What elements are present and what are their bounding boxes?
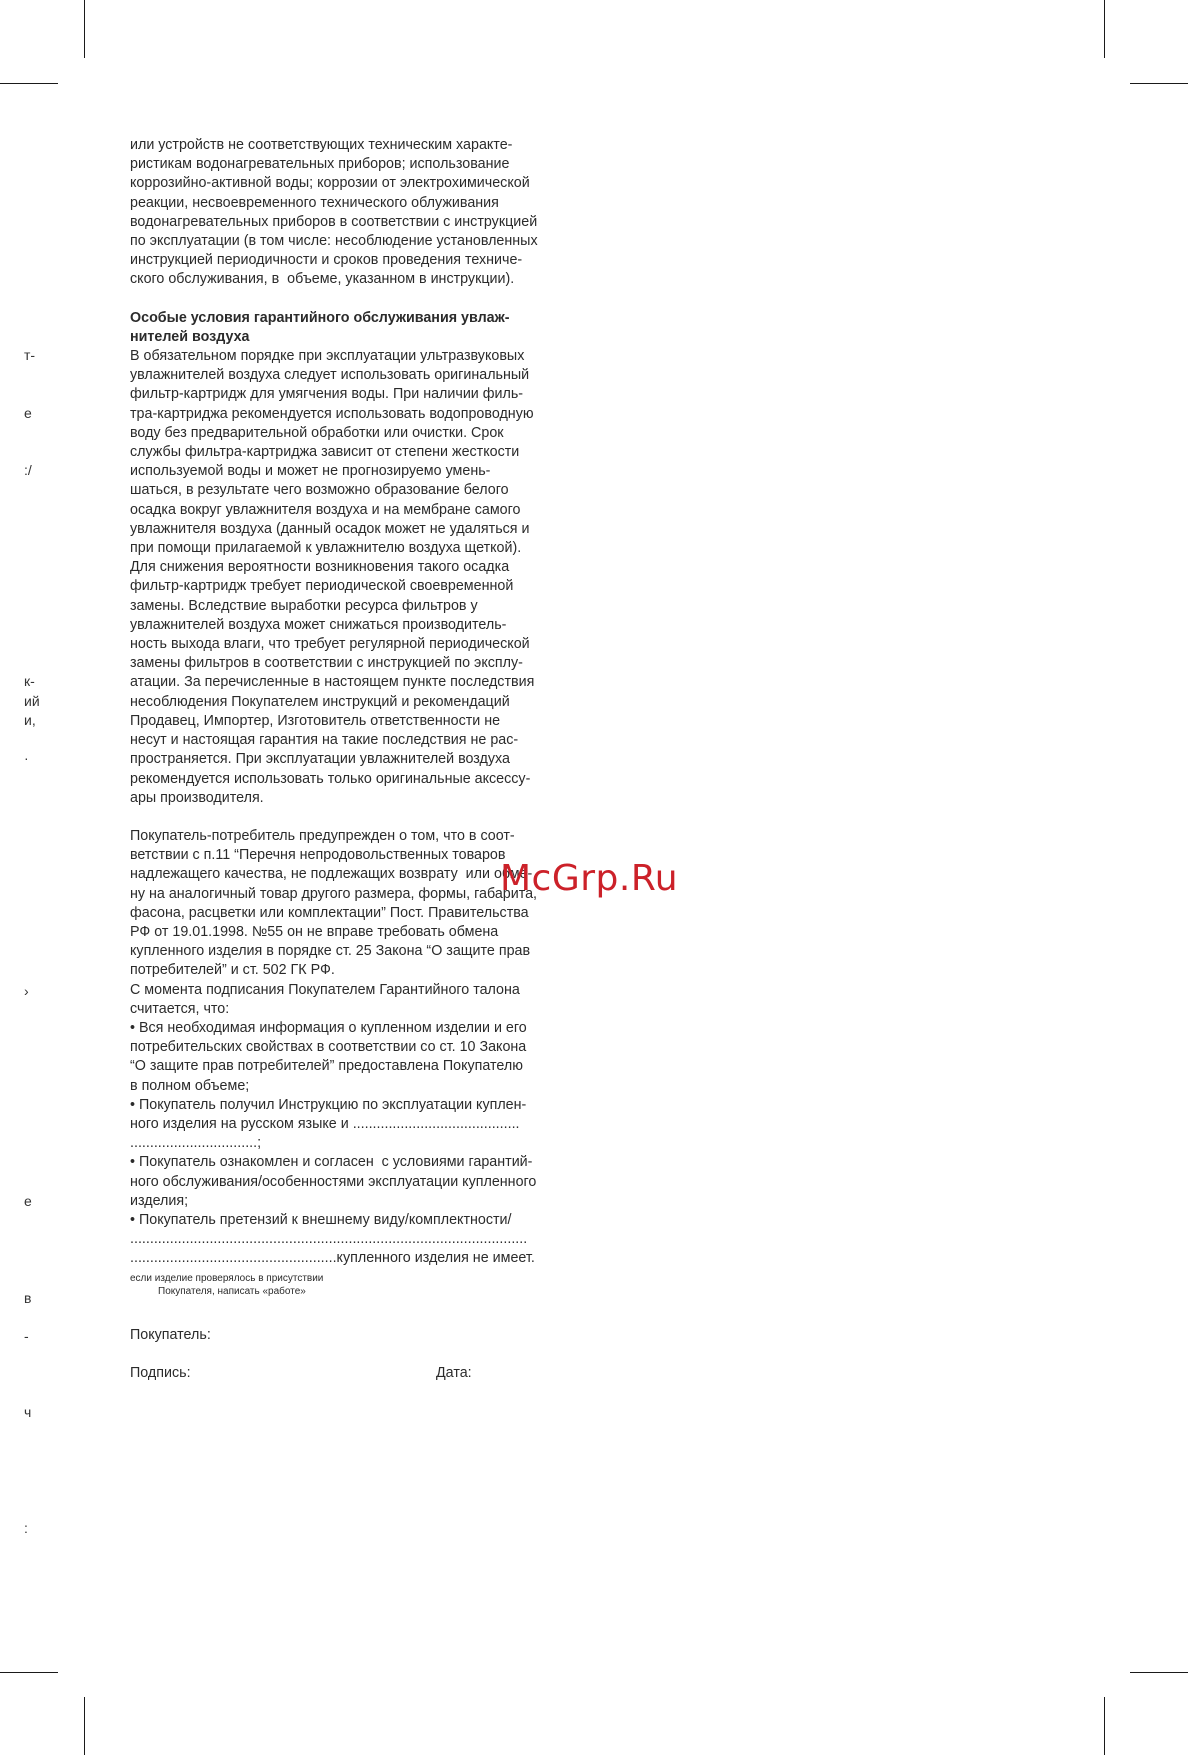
text-line: рекомендуется использовать только оригинальные аксессу- <box>130 770 531 787</box>
text-line: фильтр-картридж для умягчения воды. При наличии филь- <box>130 386 524 403</box>
intro-paragraph <box>130 136 590 290</box>
edge-fragment: в <box>24 1290 32 1306</box>
text-line: увлажнителя воздуха (данный осадок может не удаляться и <box>130 520 530 537</box>
text-line: увлажнителей воздуха следует использовать оригинальный <box>130 367 530 384</box>
text-line: ристикам водонагревательных приборов; использование <box>130 156 510 173</box>
text-line: считается, что: <box>130 1000 230 1017</box>
text-line: ну на аналогичный товар другого размера, формы, габарита, <box>130 885 538 902</box>
edge-fragment: · <box>24 750 29 766</box>
crop-mark-top-right <box>1104 0 1105 58</box>
crop-mark-left-bottom <box>0 1672 58 1673</box>
text-line: фильтр-картридж требует периодической своевременной <box>130 578 514 595</box>
text-line: по эксплуатации (в том числе: несоблюдение установленных <box>130 233 538 250</box>
edge-fragment: › <box>24 983 29 999</box>
buyer-label: Покупатель: <box>130 1327 211 1343</box>
warranty-text-column <box>130 136 590 1298</box>
footnote-line: Покупателя, написать «работе» <box>158 1285 306 1297</box>
edge-fragment: : <box>24 1520 28 1536</box>
edge-fragment: :/ <box>24 462 32 478</box>
text-line: при помощи прилагаемой к увлажнителю воздуха щеткой). <box>130 540 522 557</box>
text-line: пространяется. При эксплуатации увлажнителей воздуха <box>130 751 510 768</box>
text-line: В обязательном порядке при эксплуатации ультразвуковых <box>130 348 525 365</box>
text-line: воду без предварительной обработки или очистки. Срок <box>130 424 504 441</box>
text-line: РФ от 19.01.1998. №55 он не вправе требовать обмена <box>130 923 499 940</box>
text-line: С момента подписания Покупателем Гарантийного талона <box>130 981 520 998</box>
text-line: службы фильтра-картриджа зависит от степени жесткости <box>130 444 520 461</box>
text-line: потребителей” и ст. 502 ГК РФ. <box>130 962 335 979</box>
edge-fragment: и, <box>24 712 36 728</box>
text-line: фасона, расцветки или комплектации” Пост. Правительства <box>130 904 529 921</box>
heading-line: Особые условия гарантийного обслуживания увлаж- <box>130 309 510 326</box>
text-line: используемой воды и может не прогнозируемо умень- <box>130 463 491 480</box>
bullet-line: • Вся необходимая информация о купленном изделии и его <box>130 1019 527 1036</box>
text-line: увлажнителей воздуха может снижаться производитель- <box>130 616 507 633</box>
watermark-logo: McGrp.Ru <box>500 858 679 899</box>
text-line: водонагревательных приборов в соответствии с инструкцией <box>130 213 538 230</box>
edge-fragment: ч <box>24 1404 32 1420</box>
text-line: изделия; <box>130 1192 189 1209</box>
text-line: или устройств не соответствующих техническим характе- <box>130 137 513 153</box>
fill-in-line: ....................................................купленного изделия не имеет. <box>130 1250 535 1267</box>
text-line: ского обслуживания, в объеме, указанном в инструкции). <box>130 271 515 288</box>
bullet-line: • Покупатель ознакомлен и согласен с условиями гарантий- <box>130 1154 533 1171</box>
fill-in-line: ................................; <box>130 1135 262 1152</box>
text-line: потребительских свойствах в соответствии со ст. 10 Закона <box>130 1039 527 1056</box>
text-line: осадка вокруг увлажнителя воздуха и на мембране самого <box>130 501 521 518</box>
edge-fragment: е <box>24 405 32 421</box>
bullet-line: • Покупатель получил Инструкцию по эксплуатации куплен- <box>130 1096 527 1113</box>
edge-fragment: е <box>24 1193 32 1209</box>
edge-fragment: к- <box>24 673 35 689</box>
text-line: “О защите прав потребителей” предоставлена Покупателю <box>130 1058 523 1075</box>
text-line: ары производителя. <box>130 789 264 806</box>
text-line: несоблюдения Покупателем инструкций и рекомендаций <box>130 693 510 710</box>
text-line: замены фильтров в соответствии с инструкцией по эксплу- <box>130 655 523 672</box>
text-line: шаться, в результате чего возможно образование белого <box>130 482 509 499</box>
text-line: инструкцией периодичности и сроков проведения техниче- <box>130 252 523 269</box>
crop-mark-top-left <box>84 0 85 58</box>
text-line: ность выхода влаги, что требует регулярной периодической <box>130 636 530 653</box>
heading-line: нителей воздуха <box>130 328 250 345</box>
text-line: коррозийно-активной воды; коррозии от электрохимической <box>130 175 530 192</box>
humidifier-paragraph <box>130 347 590 808</box>
signature-label: Подпись: <box>130 1365 191 1381</box>
text-line: Продавец, Импортер, Изготовитель ответственности не <box>130 712 501 729</box>
text-line: атации. За перечисленные в настоящем пункте последствия <box>130 674 535 691</box>
date-label: Дата: <box>436 1365 472 1381</box>
bullet-line: • Покупатель претензий к внешнему виду/комплектности/ <box>130 1211 512 1228</box>
edge-fragment: ий <box>24 693 40 709</box>
edge-fragment: т- <box>24 347 36 363</box>
text-line: тра-картриджа рекомендуется использовать водопроводную <box>130 405 534 422</box>
section-heading <box>130 309 590 347</box>
crop-mark-left-top <box>0 83 58 84</box>
text-line: реакции, несвоевременного технического облуживания <box>130 194 499 211</box>
crop-mark-bottom-left <box>84 1697 85 1755</box>
fill-in-line: .................................................................................................... <box>130 1231 528 1248</box>
text-line: несут и настоящая гарантия на такие последствия не рас- <box>130 732 519 749</box>
text-line: Покупатель-потребитель предупрежден о том, что в соот- <box>130 827 515 844</box>
text-line: ного изделия на русском языке и .......................................... <box>130 1115 520 1132</box>
footnote <box>130 1272 590 1298</box>
text-line: Для снижения вероятности возникновения такого осадка <box>130 559 510 576</box>
crop-mark-right-top <box>1130 83 1188 84</box>
text-line: ветствии с п.11 “Перечня непродовольственных товаров <box>130 847 506 864</box>
crop-mark-right-bottom <box>1130 1672 1188 1673</box>
edge-fragment: - <box>24 1328 29 1344</box>
text-line: купленного изделия в порядке ст. 25 Закона “О защите прав <box>130 943 531 960</box>
crop-mark-bottom-right <box>1104 1697 1105 1755</box>
text-line: замены. Вследствие выработки ресурса фильтров у <box>130 597 478 614</box>
text-line: ного обслуживания/особенностями эксплуатации купленного <box>130 1173 537 1190</box>
text-line: в полном объеме; <box>130 1077 250 1094</box>
text-line: надлежащего качества, не подлежащих возврату или обме- <box>130 866 533 883</box>
footnote-line: если изделие проверялось в присутствии <box>130 1272 324 1284</box>
